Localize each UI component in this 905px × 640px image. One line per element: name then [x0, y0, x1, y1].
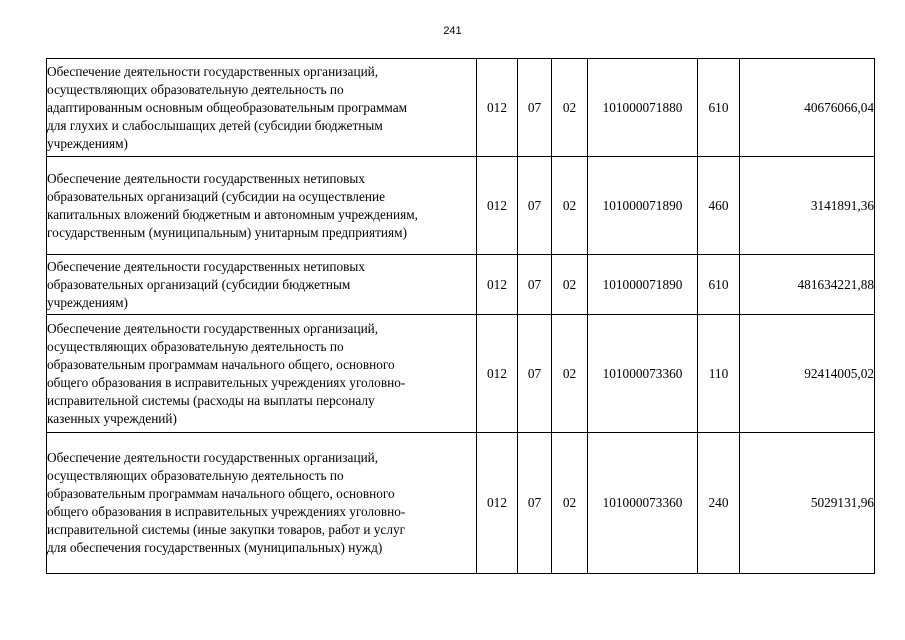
- description-line: Обеспечение деятельности государственных организаций,: [47, 63, 379, 79]
- expense-type-code: 460: [698, 157, 740, 255]
- expense-type-code: 610: [698, 255, 740, 315]
- description-line: образовательных организаций (субсидии на осуществление: [47, 188, 385, 204]
- expense-description: [47, 315, 477, 433]
- expense-type-code: 110: [698, 315, 740, 433]
- description-line: осуществляющих образовательную деятельность по: [47, 81, 344, 97]
- expense-description: [47, 157, 477, 255]
- expense-description: [47, 59, 477, 157]
- table-row: [47, 315, 875, 433]
- ministry-code: 012: [477, 157, 518, 255]
- subsection-code: 02: [552, 157, 588, 255]
- expense-description: [47, 255, 477, 315]
- expense-type-code: 610: [698, 59, 740, 157]
- section-code: 07: [518, 315, 552, 433]
- description-line: общего образования в исправительных учреждениях уголовно-: [47, 374, 406, 390]
- table-row: [47, 59, 875, 157]
- ministry-code: 012: [477, 433, 518, 574]
- section-code: 07: [518, 433, 552, 574]
- target-article-code: 101000073360: [588, 433, 698, 574]
- expense-description: [47, 433, 477, 574]
- section-code: 07: [518, 59, 552, 157]
- description-line: адаптированным основным общеобразовательным программам: [47, 99, 408, 115]
- description-line: образовательным программам начального общего, основного: [47, 356, 395, 372]
- target-article-code: 101000073360: [588, 315, 698, 433]
- description-line: исправительной системы (иные закупки товаров, работ и услуг: [47, 522, 406, 537]
- amount: 481634221,88: [740, 255, 875, 315]
- page-number: 241: [443, 25, 462, 37]
- description-line: Обеспечение деятельности государственных нетиповых: [47, 258, 365, 274]
- description-line: капитальных вложений бюджетным и автономным учреждениям,: [47, 206, 418, 222]
- subsection-code: 02: [552, 433, 588, 574]
- description-line: осуществляющих образовательную деятельность по: [47, 338, 344, 354]
- amount: 40676066,04: [740, 59, 875, 157]
- amount: 5029131,96: [740, 433, 875, 574]
- subsection-code: 02: [552, 255, 588, 315]
- subsection-code: 02: [552, 59, 588, 157]
- budget-table: [46, 58, 875, 574]
- budget-table-body: [47, 59, 875, 574]
- description-line: Обеспечение деятельности государственных организаций,: [47, 320, 379, 336]
- target-article-code: 101000071890: [588, 157, 698, 255]
- target-article-code: 101000071880: [588, 59, 698, 157]
- description-line: Обеспечение деятельности государственных нетиповых: [47, 170, 365, 186]
- description-line: для глухих и слабослышащих детей (субсидии бюджетным: [47, 117, 383, 133]
- description-line: исправительной системы (расходы на выплаты персоналу: [47, 392, 375, 408]
- table-row: [47, 157, 875, 255]
- section-code: 07: [518, 157, 552, 255]
- description-line: образовательным программам начального общего, основного: [47, 486, 395, 501]
- subsection-code: 02: [552, 315, 588, 433]
- description-line: учреждениям): [47, 294, 128, 310]
- expense-type-code: 240: [698, 433, 740, 574]
- description-line: общего образования в исправительных учреждениях уголовно-: [47, 504, 406, 519]
- description-line: Обеспечение деятельности государственных организаций,: [47, 450, 379, 465]
- ministry-code: 012: [477, 315, 518, 433]
- table-row: [47, 255, 875, 315]
- ministry-code: 012: [477, 59, 518, 157]
- description-line: государственным (муниципальным) унитарным предприятиям): [47, 224, 408, 240]
- ministry-code: 012: [477, 255, 518, 315]
- table-row: [47, 433, 875, 574]
- amount: 3141891,36: [740, 157, 875, 255]
- description-line: осуществляющих образовательную деятельность по: [47, 468, 344, 483]
- description-line: образовательных организаций (субсидии бюджетным: [47, 276, 351, 292]
- section-code: 07: [518, 255, 552, 315]
- amount: 92414005,02: [740, 315, 875, 433]
- description-line: учреждениям): [47, 135, 128, 151]
- description-line: казенных учреждений): [47, 410, 177, 426]
- target-article-code: 101000071890: [588, 255, 698, 315]
- description-line: для обеспечения государственных (муниципальных) нужд): [47, 540, 383, 555]
